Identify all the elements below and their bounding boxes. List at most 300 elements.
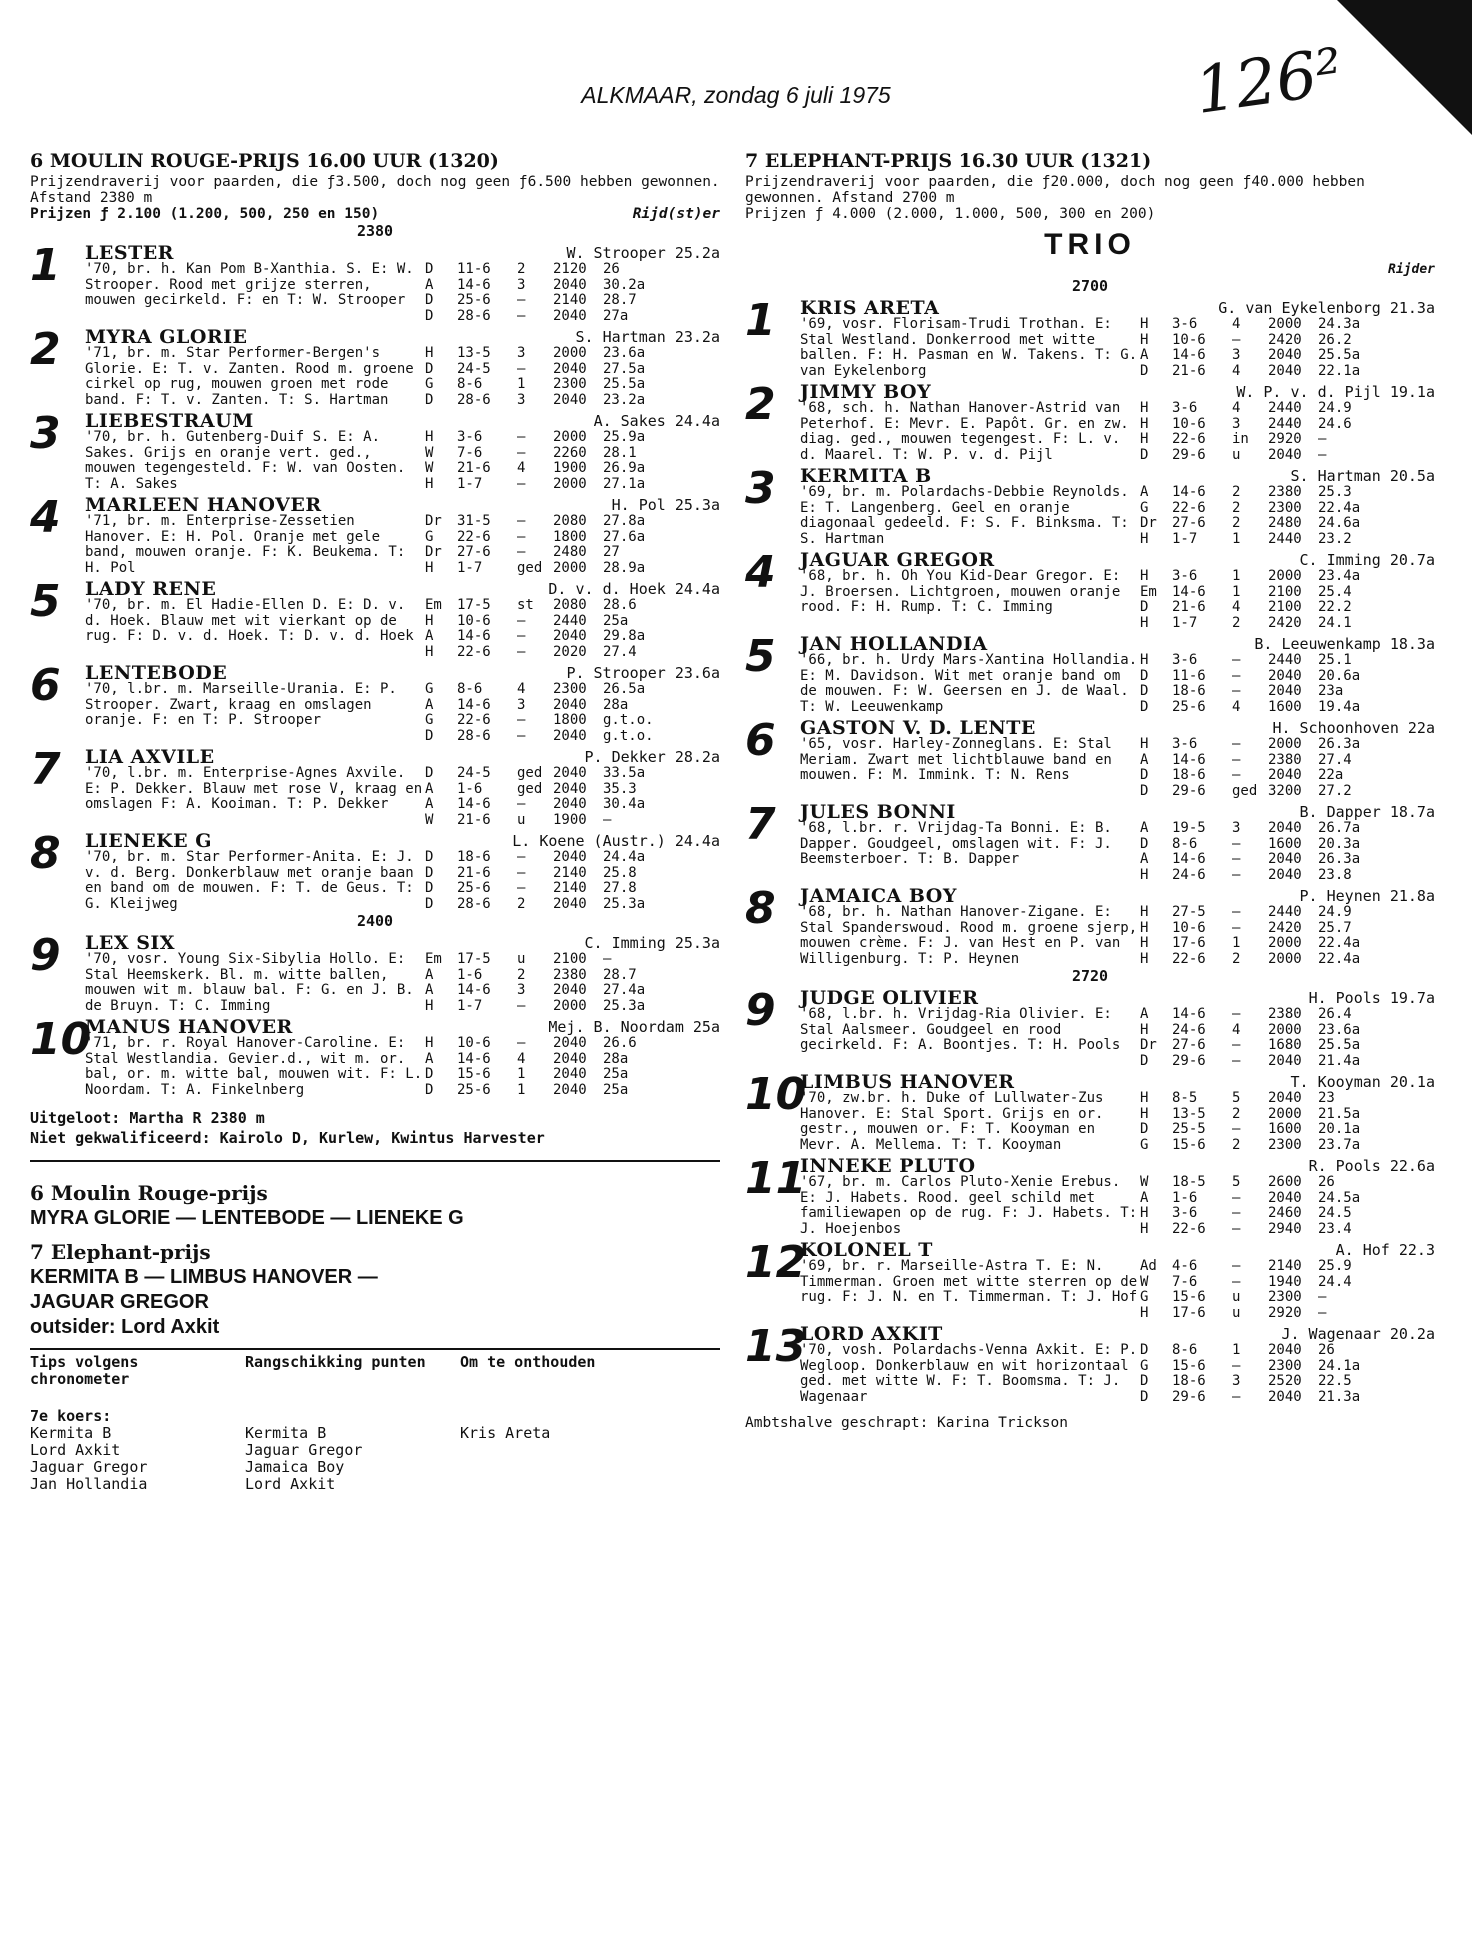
page-title: ALKMAAR, zondag 6 juli 1975 (581, 82, 891, 108)
horse-name: LIMBUS HANOVER (800, 1071, 1015, 1093)
result-cell: 2000 (1268, 736, 1302, 752)
result-row (1140, 1138, 1378, 1154)
result-cell: 20.6a (1318, 667, 1361, 684)
tips-col-1-item: Kermita B (30, 1424, 112, 1442)
result-cell: 2040 (1268, 347, 1302, 363)
result-cell: D (1140, 1388, 1149, 1405)
rider-name: J. Wagenaar 20.2a (1281, 1325, 1435, 1343)
result-cell: 17-6 (1172, 935, 1206, 951)
result-cell: — (1232, 1258, 1241, 1274)
result-cell: H (1140, 614, 1149, 631)
result-row (1140, 1206, 1378, 1222)
result-cell: 27a (603, 307, 629, 324)
result-cell: 11-6 (1172, 667, 1206, 684)
result-cell: D (425, 307, 434, 324)
result-cell: 2920 (1268, 1304, 1302, 1321)
result-cell: 1800 (553, 712, 587, 728)
result-cell: 24.3a (1318, 316, 1361, 332)
result-cell: 2 (517, 895, 526, 912)
result-cell: — (517, 864, 526, 881)
result-cell: 23.4a (1318, 568, 1361, 584)
results-list (1140, 485, 1378, 547)
result-cell: 2300 (1268, 1289, 1302, 1305)
result-cell: 14-6 (1172, 751, 1206, 768)
result-cell: — (517, 475, 526, 492)
result-cell: 23.6a (1318, 1021, 1361, 1038)
horse-name: MARLEEN HANOVER (85, 494, 322, 516)
result-row (1140, 684, 1378, 700)
rider-name: P. Dekker 28.2a (584, 748, 720, 766)
result-cell: 5 (1232, 1174, 1241, 1190)
result-cell: A (1140, 751, 1149, 768)
result-cell: D (425, 849, 434, 865)
result-row (425, 782, 663, 798)
result-cell: D (1140, 1373, 1149, 1389)
start-number: 2 (745, 379, 776, 430)
start-number: 5 (745, 631, 776, 682)
result-row (1140, 753, 1378, 769)
horse-name: MANUS HANOVER (85, 1016, 293, 1038)
summary-race-6-title: 6 Moulin Rouge-prijs (30, 1181, 268, 1205)
result-row (1140, 852, 1378, 868)
result-cell: 2380 (553, 966, 587, 983)
result-cell: H (1140, 904, 1149, 920)
result-row (1140, 936, 1378, 952)
horse-info: '68, sch. h. Nathan Hanover-Astrid van Peterhof. E: Mevr. E. Papôt. Gr. en zw. diag. ged., mouwen tegengest. F: L. v. d. Maarel. T: W. P. v. d. Pijl (800, 400, 1129, 463)
result-cell: D (425, 292, 434, 308)
rider-name: S. Hartman 20.5a (1290, 467, 1435, 485)
horse-info: '68, br. h. Nathan Hanover-Zigane. E: Stal Spanderswoud. Rood m. groene sjerp, mouwen crème. F: J. van Hest en P. van Willigenburg. T: P. Heynen (800, 904, 1138, 967)
result-row (425, 968, 663, 984)
result-row (1140, 737, 1378, 753)
entry-body (800, 1073, 1435, 1153)
result-cell: 15-6 (1172, 1136, 1206, 1153)
horse-name: INNEKE PLUTO (800, 1155, 976, 1177)
horse-name: JULES BONNI (800, 801, 956, 823)
result-row (1140, 1122, 1378, 1138)
results-list (1140, 317, 1378, 379)
horse-info: '70, br. h. Gutenberg-Duif S. E: A. Sakes. Grijs en oranje vert. ged., mouwen tegengesteld. F: W. van Oosten. T: A. Sakes (85, 429, 406, 492)
result-cell: — (603, 951, 612, 967)
result-cell: 25.8 (603, 864, 637, 881)
result-row (425, 430, 663, 446)
result-cell: 23.2 (1318, 530, 1352, 547)
horse-info: '69, vosr. Florisam-Trudi Trothan. E: Stal Westland. Donkerrood met witte ballen. F: H. Pasman en W. Takens. T: G. van Eykelenborg (800, 316, 1138, 379)
horse-info: '70, vosr. Young Six-Sibylia Hollo. E: Stal Heemskerk. Bl. m. witte ballen, mouwen wit m. blauw bal. F: G. en J. B. de Bruyn. T: C. Imming (85, 951, 414, 1014)
results-list (1140, 1175, 1378, 1237)
rider-name: Mej. B. Noordam 25a (548, 1018, 720, 1036)
result-cell: 2040 (1268, 851, 1302, 867)
start-number: 7 (745, 799, 776, 850)
result-cell: ged (517, 765, 543, 781)
entry-body (85, 832, 720, 912)
result-cell: H (1140, 530, 1149, 547)
result-cell: — (603, 811, 612, 828)
result-cell: 24.1 (1318, 614, 1352, 631)
race-7-title: 7 ELEPHANT-PRIJS 16.30 UUR (1321) (745, 150, 1152, 172)
result-cell: — (1232, 851, 1241, 867)
result-cell: 23.2a (603, 391, 646, 408)
result-cell: 14-6 (457, 796, 491, 812)
result-cell: 3 (517, 696, 526, 713)
horse-name: KRIS ARETA (800, 297, 940, 319)
handwritten-number: 126² (1190, 35, 1348, 129)
result-cell: 4 (1232, 362, 1241, 379)
result-cell: 2520 (1268, 1373, 1302, 1389)
result-cell: — (1232, 1205, 1241, 1221)
result-cell: — (517, 307, 526, 324)
result-cell: 2080 (553, 597, 587, 613)
entry-head (800, 1073, 1435, 1091)
result-cell: 2040 (553, 1050, 587, 1067)
result-cell: 1-7 (457, 559, 483, 576)
result-cell: 2040 (1268, 362, 1302, 379)
result-cell: 2 (1232, 950, 1241, 967)
horse-name: LENTEBODE (85, 662, 228, 684)
result-cell: 2 (1232, 1105, 1241, 1122)
result-cell: 2260 (553, 444, 587, 461)
result-cell: 27-6 (457, 544, 491, 560)
result-cell: 35.3 (603, 780, 637, 797)
result-cell: 7-6 (1172, 1273, 1198, 1290)
result-cell: 2300 (553, 376, 587, 392)
result-row (1140, 1390, 1378, 1406)
results-list (425, 430, 663, 492)
entry-body (85, 1018, 720, 1098)
result-cell: H (425, 643, 434, 660)
result-cell: 3 (517, 276, 526, 293)
result-cell: 2040 (553, 849, 587, 865)
result-cell: 2480 (553, 544, 587, 560)
result-cell: 1-6 (457, 966, 483, 983)
entry-row (30, 408, 720, 492)
entry-row (745, 379, 1435, 463)
result-cell: 4 (517, 681, 526, 697)
result-cell: 2000 (1268, 1105, 1302, 1122)
entry-head (85, 664, 720, 682)
entry-details (800, 569, 1435, 631)
result-row (1140, 448, 1378, 464)
horse-info: '71, br. m. Star Performer-Bergen's Glorie. E: T. v. Zanten. Rood m. groene cirkel op rug, mouwen groen met rode band. F: T. v. Zanten. T: S. Hartman (85, 345, 414, 408)
result-cell: D (1140, 767, 1149, 783)
result-cell: — (1318, 1289, 1327, 1305)
result-cell: 28.9a (603, 559, 646, 576)
result-cell: 21.5a (1318, 1105, 1361, 1122)
result-cell: H (1140, 866, 1149, 883)
result-cell: Dr (1140, 1037, 1157, 1053)
entry-head (85, 412, 720, 430)
horse-name: KERMITA B (800, 465, 932, 487)
result-cell: — (517, 513, 526, 529)
entry-body (800, 719, 1435, 799)
result-cell: H (1140, 431, 1149, 447)
result-row (425, 1083, 663, 1099)
race-6-uitgeloot: Uitgeloot: Martha R 2380 m (30, 1109, 265, 1127)
horse-name: JAMAICA BOY (800, 885, 957, 907)
entry-body (85, 664, 720, 744)
result-cell: H (1140, 1021, 1149, 1038)
result-cell: in (1232, 431, 1249, 447)
result-cell: 14-6 (457, 628, 491, 644)
race-6-title: 6 MOULIN ROUGE-PRIJS 16.00 UUR (1320) (30, 150, 499, 172)
entry-body (800, 383, 1435, 463)
result-cell: — (1232, 736, 1241, 752)
result-cell: 1-7 (457, 997, 483, 1014)
summary-race-7-pick-2: JAGUAR GREGOR (30, 1291, 209, 1313)
result-cell: 22-6 (457, 528, 491, 545)
result-cell: 3-6 (1172, 1205, 1198, 1221)
rider-name: W. P. v. d. Pijl 19.1a (1236, 383, 1435, 401)
result-cell: 26.2 (1318, 331, 1352, 348)
result-cell: 22.5 (1318, 1373, 1352, 1389)
result-cell: 18-6 (457, 849, 491, 865)
results-list (425, 262, 663, 324)
tips-col-1-item: Jan Hollandia (30, 1475, 148, 1493)
rider-name: A. Hof 22.3 (1335, 1241, 1435, 1259)
result-row (425, 766, 663, 782)
result-row (425, 530, 663, 546)
result-cell: 14-6 (1172, 484, 1206, 500)
tips-col-punten (245, 1354, 460, 1493)
result-cell: 2460 (1268, 1205, 1302, 1221)
result-cell: 2040 (553, 765, 587, 781)
entry-details (800, 1007, 1435, 1069)
horse-name: KOLONEL T (800, 1239, 933, 1261)
entry-head (800, 467, 1435, 485)
result-cell: G (425, 681, 434, 697)
entry-details (85, 952, 720, 1014)
entry-row (30, 828, 720, 912)
result-row (425, 598, 663, 614)
rider-name: D. v. d. Hoek 24.4a (548, 580, 720, 598)
result-row (425, 729, 663, 745)
entry-body (800, 989, 1435, 1069)
result-cell: 3-6 (457, 429, 483, 445)
result-cell: 1 (1232, 568, 1241, 584)
result-cell: 25-6 (1172, 698, 1206, 715)
entry-head (800, 1325, 1435, 1343)
result-cell: A (1140, 347, 1149, 363)
result-cell: — (1232, 1006, 1241, 1022)
start-number: 13 (745, 1321, 807, 1372)
result-cell: 22.4a (1318, 935, 1361, 951)
result-cell: 2420 (1268, 614, 1302, 631)
result-cell: 22a (1318, 767, 1344, 783)
entry-row (30, 576, 720, 660)
result-cell: 3200 (1268, 782, 1302, 799)
result-row (425, 377, 663, 393)
result-cell: 24.5 (1318, 1205, 1352, 1221)
result-row (425, 866, 663, 882)
result-cell: 28-6 (457, 391, 491, 408)
result-cell: 24.1a (1318, 1357, 1361, 1374)
start-number: 1 (745, 295, 776, 346)
result-cell: G (1140, 1289, 1149, 1305)
result-cell: Dr (1140, 515, 1157, 531)
start-number: 8 (745, 883, 776, 934)
result-cell: 27.4 (1318, 751, 1352, 768)
result-cell: 22-6 (1172, 499, 1206, 516)
result-row (1140, 905, 1378, 921)
result-cell: 22.2 (1318, 599, 1352, 615)
start-number: 7 (30, 744, 61, 795)
result-cell: Em (425, 951, 442, 967)
divider (30, 1160, 720, 1162)
result-cell: 14-6 (1172, 583, 1206, 600)
result-cell: H (1140, 316, 1149, 332)
result-cell: 24-5 (457, 360, 491, 377)
result-cell: — (517, 360, 526, 377)
result-cell: 2040 (553, 696, 587, 713)
result-cell: 24.5a (1318, 1189, 1361, 1206)
result-cell: H (1140, 1090, 1149, 1106)
result-cell: 29-6 (1172, 782, 1206, 799)
rider-name: R. Pools 22.6a (1308, 1157, 1435, 1175)
result-cell: — (1232, 683, 1241, 699)
result-row (425, 1052, 663, 1068)
result-row (425, 797, 663, 813)
result-row (1140, 1359, 1378, 1375)
result-row (1140, 700, 1378, 716)
entry-details (800, 737, 1435, 799)
result-cell: — (517, 444, 526, 461)
entry-row (30, 324, 720, 408)
result-cell: 2040 (1268, 820, 1302, 836)
entry-body (800, 1241, 1435, 1321)
result-cell: 26 (1318, 1174, 1335, 1190)
result-cell: — (1232, 835, 1241, 852)
result-cell: 25.9a (603, 429, 646, 445)
result-cell: 2440 (1268, 904, 1302, 920)
race-6-niet: Niet gekwalificeerd: Kairolo D, Kurlew, Kwintus Harvester (30, 1129, 545, 1147)
result-cell: D (425, 391, 434, 408)
entry-details (85, 766, 720, 828)
result-cell: 27.2 (1318, 782, 1352, 799)
result-row (1140, 516, 1378, 532)
result-cell: 24-6 (1172, 866, 1206, 883)
result-cell: — (1232, 767, 1241, 783)
results-list (1140, 821, 1378, 883)
result-row (425, 629, 663, 645)
rider-name: S. Hartman 23.2a (575, 328, 720, 346)
result-cell: — (517, 643, 526, 660)
entry-row (745, 1321, 1435, 1405)
result-cell: 17-5 (457, 597, 491, 613)
result-row (1140, 1275, 1378, 1291)
result-cell: 8-6 (1172, 835, 1198, 852)
result-cell: 1900 (553, 460, 587, 476)
result-cell: 18-6 (1172, 767, 1206, 783)
result-cell: 1-7 (1172, 614, 1198, 631)
entry-row (30, 744, 720, 828)
result-cell: 19.4a (1318, 698, 1361, 715)
result-cell: 2040 (1268, 683, 1302, 699)
result-cell: 22.1a (1318, 362, 1361, 379)
result-cell: st (517, 597, 534, 613)
result-cell: 1-6 (1172, 1189, 1198, 1206)
result-cell: 25.3a (603, 895, 646, 912)
start-number: 3 (745, 463, 776, 514)
result-cell: — (1232, 667, 1241, 684)
result-cell: 23 (1318, 1090, 1335, 1106)
entry-details (85, 682, 720, 744)
result-row (1140, 364, 1378, 380)
result-row (1140, 1107, 1378, 1123)
result-cell: 24-5 (457, 765, 491, 781)
result-cell: — (1232, 904, 1241, 920)
tips-col-1-item: Lord Axkit (30, 1441, 121, 1459)
horse-name: MYRA GLORIE (85, 326, 248, 348)
result-cell: 11-6 (457, 261, 491, 277)
entry-body (85, 328, 720, 408)
entry-row (745, 883, 1435, 967)
entry-row (745, 463, 1435, 547)
result-cell: G (425, 528, 434, 545)
result-cell: — (1232, 751, 1241, 768)
result-cell: 1940 (1268, 1273, 1302, 1290)
result-row (1140, 1343, 1378, 1359)
start-number: 12 (745, 1237, 807, 1288)
result-cell: 1 (517, 1081, 526, 1098)
result-cell: 18-6 (1172, 1373, 1206, 1389)
result-cell: D (425, 765, 434, 781)
result-cell: 1 (517, 376, 526, 392)
entry-head (85, 1018, 720, 1036)
result-cell: D (1140, 782, 1149, 799)
result-cell: 22-6 (457, 712, 491, 728)
rider-name: P. Heynen 21.8a (1299, 887, 1435, 905)
rider-name: A. Sakes 24.4a (593, 412, 720, 430)
result-cell: 25.7 (1318, 919, 1352, 936)
result-row (1140, 1091, 1378, 1107)
result-row (1140, 417, 1378, 433)
entry-details (85, 598, 720, 660)
result-cell: — (517, 528, 526, 545)
result-cell: ged (517, 559, 543, 576)
result-cell: 2040 (553, 307, 587, 324)
entry-details (800, 1343, 1435, 1405)
result-cell: 2100 (553, 951, 587, 967)
result-cell: 26.3a (1318, 736, 1361, 752)
result-cell: 4 (1232, 1021, 1241, 1038)
result-cell: 2040 (1268, 1342, 1302, 1358)
result-cell: 25a (603, 1081, 629, 1098)
entry-head (85, 496, 720, 514)
result-cell: D (1140, 698, 1149, 715)
result-cell: 2020 (553, 643, 587, 660)
result-cell: G (1140, 1357, 1149, 1374)
result-cell: 24.4a (603, 849, 646, 865)
result-cell: 13-5 (1172, 1105, 1206, 1122)
result-cell: — (517, 612, 526, 629)
start-number: 6 (745, 715, 776, 766)
result-cell: 10-6 (1172, 331, 1206, 348)
result-cell: 2 (1232, 614, 1241, 631)
result-cell: 2080 (553, 513, 587, 529)
entry-details (85, 346, 720, 408)
entry-head (800, 803, 1435, 821)
result-cell: 22-6 (1172, 1220, 1206, 1237)
result-cell: 20.1a (1318, 1121, 1361, 1137)
race-6-description: Prijzendraverij voor paarden, die ƒ3.500, doch nog geen ƒ6.500 hebben gewonnen. Afstand 2380 m (30, 174, 720, 206)
result-cell: Em (1140, 583, 1157, 600)
horse-name: LIEBESTRAUM (85, 410, 254, 432)
result-cell: — (517, 849, 526, 865)
result-row (1140, 501, 1378, 517)
result-row (425, 362, 663, 378)
result-cell: 26.5a (603, 681, 646, 697)
result-row (1140, 669, 1378, 685)
